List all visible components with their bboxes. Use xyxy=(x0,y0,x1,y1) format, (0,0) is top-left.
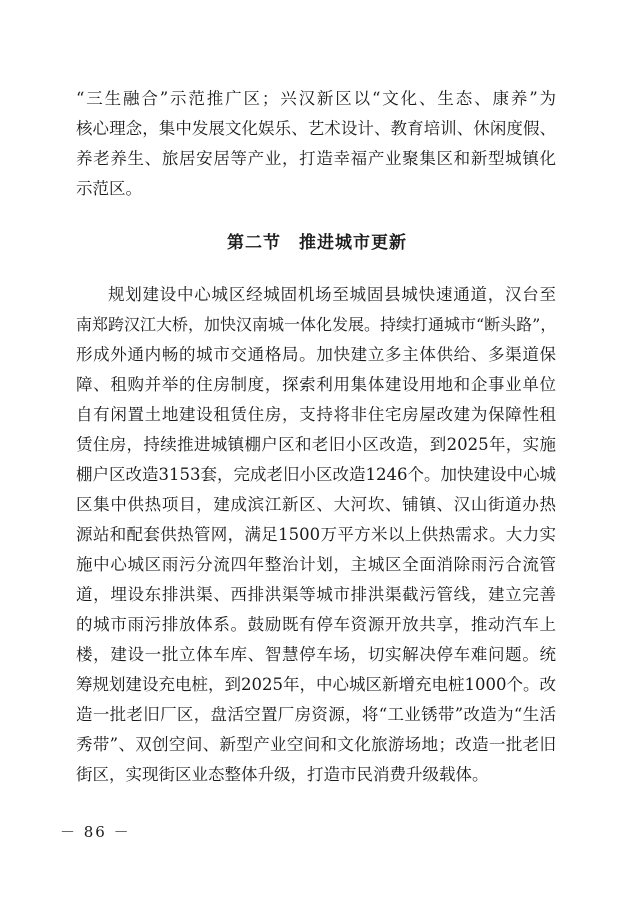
paragraph-2-line-3: 形成外通内畅的城市交通格局。加快建立多主体供给、多渠道保 xyxy=(76,345,556,364)
paragraph-2-line-14: 筹规划建设充电桩，到2025年，中心城区新增充电桩1000个。改 xyxy=(76,675,556,694)
paragraph-2-line-12: 的城市雨污排放体系。鼓励既有停车资源开放共享，推动汽车上 xyxy=(76,615,556,634)
paragraph-2-line-13: 楼，建设一批立体车库、智慧停车场，切实解决停车难问题。统 xyxy=(76,645,556,664)
paragraph-2-line-7: 棚户区改造3153套，完成老旧小区改造1246个。加快建设中心城 xyxy=(76,465,556,484)
paragraph-2-line-11: 道，埋设东排洪渠、西排洪渠等城市排洪渠截污管线，建立完善 xyxy=(76,585,556,604)
paragraph-2-line-8: 区集中供热项目，建成滨江新区、大河坎、铺镇、汉山街道办热 xyxy=(76,495,556,514)
paragraph-1-line-1: “三生融合”示范推广区；兴汉新区以“文化、生态、康养”为 xyxy=(76,89,556,108)
paragraph-2-line-16: 秀带”、双创空间、新型产业空间和文化旅游场地；改造一批老旧 xyxy=(76,735,556,754)
paragraph-2-line-4: 障、租购并举的住房制度，探索利用集体建设用地和企事业单位 xyxy=(76,375,556,394)
paragraph-2-line-5: 自有闲置土地建设租赁住房，支持将非住宅房屋改建为保障性租 xyxy=(76,405,556,424)
paragraph-2-line-9: 源站和配套供热管网，满足1500万平方米以上供热需求。大力实 xyxy=(76,525,556,544)
paragraph-2-line-2: 南郑跨汉江大桥，加快汉南城一体化发展。持续打通城市“断头路”， xyxy=(76,315,557,334)
paragraph-1-line-4: 示范区。 xyxy=(76,179,142,198)
paragraph-2-line-1: 规划建设中心城区经城固机场至城固县城快速通道，汉台至 xyxy=(108,285,556,304)
page-number: － 86 － xyxy=(60,823,131,841)
paragraph-2-line-6: 赁住房，持续推进城镇棚户区和老旧小区改造，到2025年，实施 xyxy=(76,435,556,454)
paragraph-1-line-2: 核心理念，集中发展文化娱乐、艺术设计、教育培训、休闲度假、 xyxy=(76,119,556,138)
paragraph-1-line-3: 养老养生、旅居安居等产业，打造幸福产业聚集区和新型城镇化 xyxy=(76,149,556,168)
paragraph-2-line-10: 施中心城区雨污分流四年整治计划，主城区全面消除雨污合流管 xyxy=(76,555,556,574)
paragraph-2-line-17: 街区，实现街区业态整体升级，打造市民消费升级载体。 xyxy=(76,765,489,784)
section-heading: 第二节 推进城市更新 xyxy=(227,233,407,253)
paragraph-2-line-15: 造一批老旧厂区，盘活空置厂房资源，将“工业锈带”改造为“生活 xyxy=(76,705,556,724)
